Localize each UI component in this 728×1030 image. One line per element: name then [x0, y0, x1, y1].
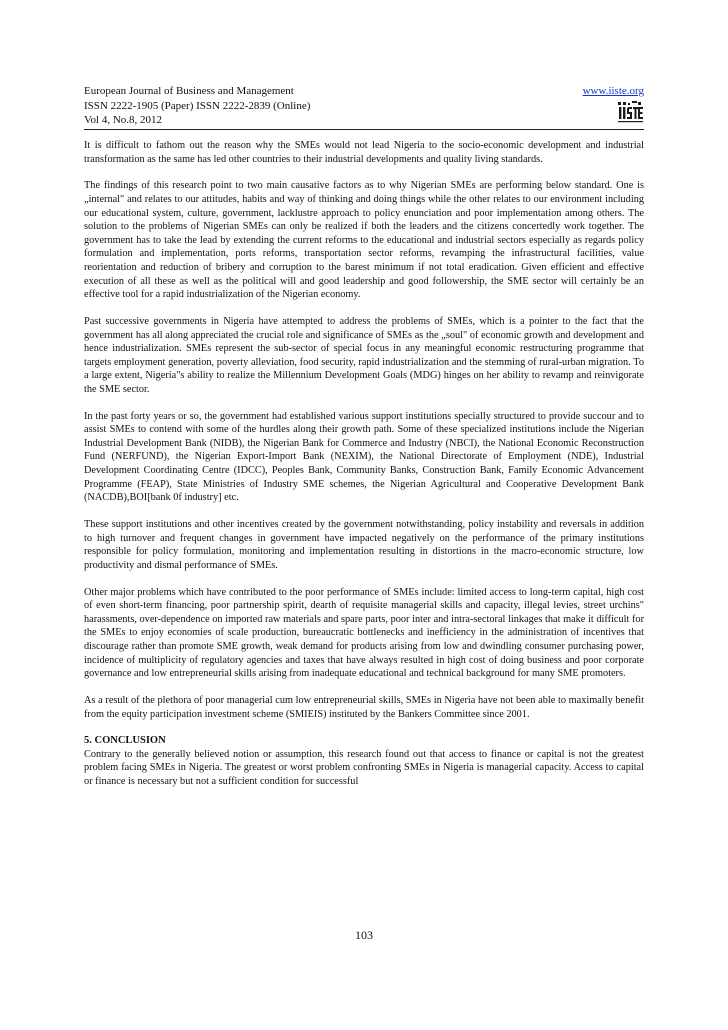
article-body [84, 139, 644, 802]
iiste-logo-icon [616, 101, 644, 127]
paragraph: As a result of the plethora of poor managerial cum low entrepreneurial skills, SMEs in Nigeria have not been able to maximally benefit from the equity participation investment scheme (SMIEIS) instituted by the Bankers Committee since 2001. [84, 694, 644, 720]
paragraph: It is difficult to fathom out the reason why the SMEs would not lead Nigeria to the socio-economic development and industrial transformation as the same has led other countries to their industrial developments and quality living standards. [84, 140, 644, 165]
section-paragraph: Contrary to the generally believed notion or assumption, this research found out that access to finance or capital is not the greatest problem facing SMEs in Nigeria. The greatest or worst problem confronting SMEs in Nigeria is managerial capacity. Access to capital or finance is necessary but not a sufficient condition for successful [84, 748, 644, 788]
page-number: 103 [355, 928, 373, 942]
journal-title: European Journal of Business and Management [84, 85, 294, 97]
page-header [84, 84, 644, 128]
paragraph: The findings of this research point to two main causative factors as to why Nigerian SMEs are performing below standard. One is „internal" and relates to our attitudes, habits and way of thinking and doing things while the other relates to our environment including our educational system, culture, government, lacklustre approach to policy enunciation and poor implementation among others. The solution to the problems of Nigerian SMEs can only be realized if both the leaders and the citizens concertedly work together. The government has to take the lead by extending the current reforms to the educational and industrial sectors especially as regards policy formulation and implementation, ports reforms, transportation sector reforms, revamping the infrastructural facilities, value reorientation and reduction of bribery and corruption to the barest minimum if not total eradication. Given efficient and effective execution of all these as well as the political will and good leadership and good followership, the SME sector will certainly be an effective tool for a rapid industrialization of the Nigerian economy. [84, 180, 644, 301]
issn-line: ISSN 2222-1905 (Paper) ISSN 2222-2839 (Online) [84, 99, 311, 112]
header-divider [84, 129, 644, 130]
paragraph: These support institutions and other incentives created by the government notwithstanding, policy instability and reversals in addition to high turnover and frequent changes in government have impacted negatively on the performance of the primary institutions responsible for policy formulation, monitoring and implementation resulting in distortions in the macro-economic structure, low productivity and dismal performance of SMEs. [84, 519, 644, 571]
volume-line: Vol 4, No.8, 2012 [84, 114, 163, 126]
paragraph: In the past forty years or so, the government had established various support institutions specially structured to provide succour and to assist SMEs to contend with some of the hurdles along their growth path. Some of these specialized institutions include the Nigerian Industrial Development Bank (NIDB), the Nigerian Bank for Commerce and Industry (NBCI), the National Economic Reconstruction Fund (NERFUND), the Nigerian Export-Import Bank (NEXIM), the National Directorate of Employment (NDE), Industrial Development Coordinating Centre (IDCC), Peoples Bank, Community Banks, Construction Bank, Family Economic Advancement Programme (FEAP), State Ministries of Industry SME schemes, the Nigerian Agricultural and Cooperative Development Bank (NACDB),BOI[bank 0f industry] etc. [84, 410, 644, 504]
paragraph: Other major problems which have contributed to the poor performance of SMEs include: limited access to long-term capital, high cost of even short-term financing, poor partnership spirit, dearth of requisite managerial skills and capacity, illegal levies, street urchins" harassments, over-dependence on imported raw materials and spare parts, poor inter and intra-sectoral linkages that make it difficult for the SMEs to enjoy economies of scale production, bureaucratic bottlenecks and inefficiency in the administration of incentives that discourage rather than promote SME growth, weak demand for products arising from low and dwindling consumer purchasing power, incidence of multiplicity of regulatory agencies and taxes that have always resulted in high cost of doing business and poor corporate governance and low entrepreneurial skills arising from inadequate educational and technical background for many SME promoters. [84, 586, 644, 680]
section-heading: 5. CONCLUSION [84, 735, 166, 747]
paragraph: Past successive governments in Nigeria have attempted to address the problems of SMEs, which is a pointer to the fact that the government has all along appreciated the crucial role and significance of SMEs as the „soul" of economic growth and development and hence industrialization. SMEs represent the sub-sector of special focus in any meaningful economic restructuring programme that targets employment generation, poverty alleviation, food security, rapid industrialization and the stemming of rural-urban migration. To a large extent, Nigeria"s ability to realize the Millennium Development Goals (MDG) hinges on her ability to revamp and reinvigorate the SME sector. [84, 315, 644, 395]
journal-url-link[interactable]: www.iiste.org [582, 85, 644, 97]
